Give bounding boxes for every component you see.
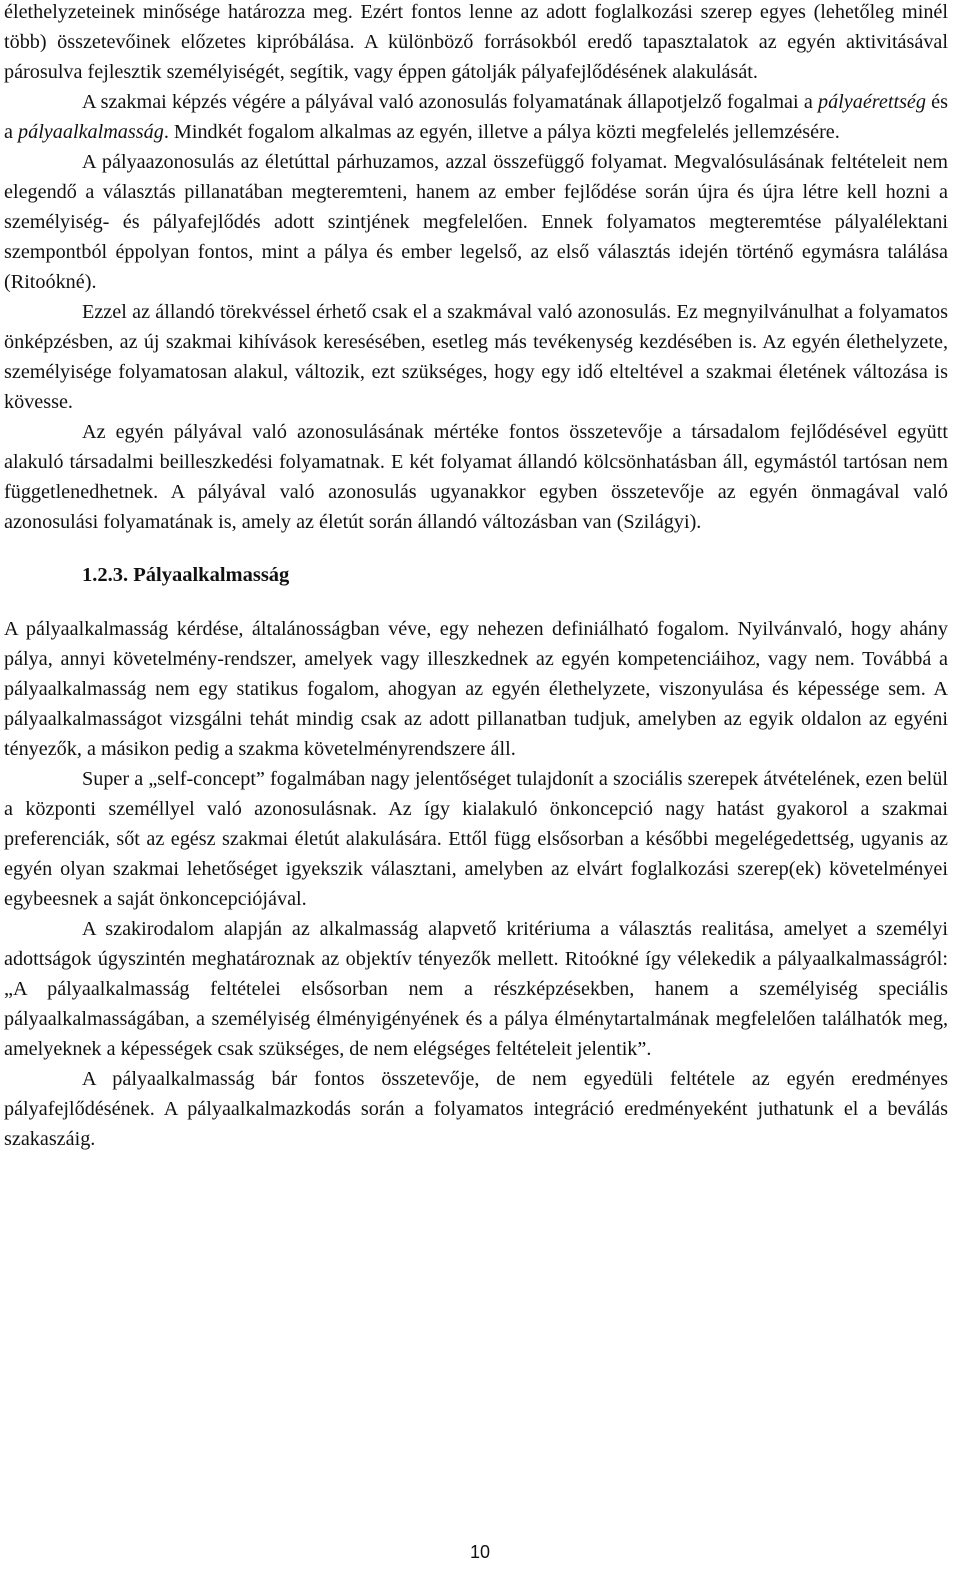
paragraph-text: . Mindkét fogalom alkalmas az egyén, illetve a pálya közti megfelelés jellemzésére. (163, 121, 840, 143)
paragraph: A szakirodalom alapján az alkalmasság alapvető kritériuma a választás realitása, amelyet a személyi adottságok úgyszintén meghatároznak az objektív tényezők mellett. Ritoókné így vélekedik a pályaalkalmasságról: „A pályaalkalmasság feltételei elsősorban nem a részképzésekben, hanem a személyiség speciális pályaalkalmasságában, a személyiség élményigényének és a pálya élménytartalmának megfelelően találhatók meg, amelyeknek a képességek csak szükséges, de nem elégséges feltételeit jelentik”. (4, 918, 948, 1060)
page-number: 10 (469, 1542, 491, 1562)
paragraph: Az egyén pályával való azonosulásának mértéke fontos összetevője a társadalom fejlődésével együtt alakuló társadalmi beilleszkedési folyamatnak. E két folyamat állandó kölcsönhatásban áll, egymástól tartósan nem függetlenedhetnek. A pályával való azonosulás ugyanakkor egyben összetevője az egyén önmagával való azonosulási folyamatának is, amely az életút során állandó változásban van (Szilágyi). (4, 421, 948, 533)
paragraph: élethelyzeteinek minősége határozza meg. Ezért fontos lenne az adott foglalkozási szerep egyes (lehetőleg minél több) összetevőinek előzetes kipróbálása. A különböző forrásokból eredő tapasztalatok az egyén aktivitásával párosulva fejlesztik személyiségét, segítik, vagy éppen gátolják pályafejlődésének alakulását. (4, 1, 948, 83)
paragraph: A pályaazonosulás az életúttal párhuzamos, azzal összefüggő folyamat. Megvalósulásának feltételeit nem elegendő a választás pillanatában megteremteni, hanem az ember fejlődése során újra és újra létre kell hozni a személyiség- és pályafejlődés adott szintjének megfelelően. Ennek folyamatos megteremtése pályalélektani szempontból éppolyan fontos, mint a pálya és ember legelső, az első választás idején történő egymásra találása (Ritoókné). (4, 151, 948, 293)
paragraph: Super a „self-concept” fogalmában nagy jelentőséget tulajdonít a szociális szerepek átvételének, ezen belül a központi személlyel való azonosulásnak. Az így kialakuló önkoncepció nagy hatást gyakorol a szakmai preferenciák, sőt az egész szakmai életút alakulására. Ettől függ elsősorban a későbbi megelégedettség, ugyanis az egyén olyan szakmai lehetőséget igyekszik választani, amelyben az elvárt foglalkozási szerep(ek) követelményei egybeesnek a saját önkoncepciójával. (4, 768, 948, 910)
paragraph: Ezzel az állandó törekvéssel érhető csak el a szakmával való azonosulás. Ez megnyilvánulhat a folyamatos önképzésben, az új szakmai kihívások keresésében, esetleg más tevékenység kezdésében is. Az egyén élethelyzete, személyisége folyamatosan alakul, változik, ezt szükséges, hogy egy idő elteltével a szakmai életének változása is kövesse. (4, 301, 948, 413)
section-heading: 1.2.3. Pályaalkalmasság (82, 564, 290, 586)
term-palyaalkalmassag: pályaalkalmasság (18, 121, 164, 143)
paragraph: A pályaalkalmasság bár fontos összetevője, de nem egyedüli feltétele az egyén eredményes pályafejlődésének. A pályaalkalmazkodás során a folyamatos integráció eredményeként juthatunk el a beválás szakaszáig. (4, 1068, 948, 1150)
paragraph-text: és a (4, 91, 948, 143)
paragraph: A pályaalkalmasság kérdése, általánosságban véve, egy nehezen definiálható fogalom. Nyilvánvaló, hogy ahány pálya, annyi követelmény-rendszer, amelyek vagy illeszkednek az egyén kompetenciáihoz, vagy nem. Továbbá a pályaalkalmasság nem egy statikus fogalom, ahogyan az egyén élethelyzete, viszonyulása és képessége sem. A pályaalkalmasságot vizsgálni tehát mindig csak az adott pillanatban tudjuk, amelyben az egyik oldalon az egyéni tényezők, a másikon pedig a szakma követelményrendszere áll. (4, 618, 948, 760)
paragraph-text: A szakmai képzés végére a pályával való azonosulás folyamatának állapotjelző fogalmai a (82, 91, 818, 113)
body-text (4, 0, 948, 1154)
term-palyaerettseg: pályaérettség (817, 91, 926, 113)
paragraph (4, 87, 948, 147)
